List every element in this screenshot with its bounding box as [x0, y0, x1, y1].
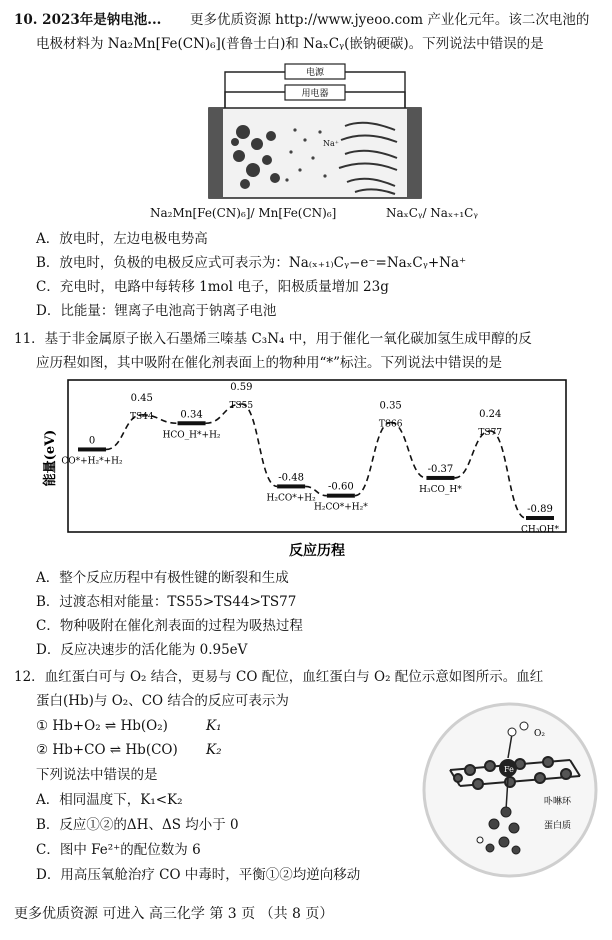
species-label-3: TS55: [229, 401, 254, 411]
q12-prompt: 下列说法中错误的是: [36, 767, 158, 783]
q10-option-a: A．放电时，左边电极电势高: [36, 231, 208, 247]
connector-5: [355, 422, 391, 495]
q10-option-b: B．放电时，负极的电极反应式可表示为：Na₍ₓ₊₁₎Cᵧ−e⁻=NaₓCᵧ+Na⁺: [36, 255, 467, 271]
q11-option-a: A．整个反应历程中有极性键的断裂和生成: [36, 570, 289, 586]
energy-value-4: -0.48: [278, 472, 304, 484]
power-source-label: 电源: [305, 68, 325, 78]
porphyrin-label: 卟啉环: [544, 797, 572, 807]
species-label-5: H₂CO*+H₂*: [314, 502, 368, 513]
energy-value-2: 0.34: [180, 409, 203, 421]
species-label-1: TS44: [129, 411, 154, 422]
q12-option-c: C．图中 Fe²⁺的配位数为 6: [36, 842, 201, 858]
species-label-8: TS77: [478, 427, 503, 438]
protein-label: 蛋白质: [544, 821, 572, 831]
species-label-7: H₃CO_H*: [419, 484, 462, 495]
q12-option-b: B．反应①②的ΔH、ΔS 均小于 0: [36, 817, 239, 833]
q10-stem-line2: 电极材料为 Na₂Mn[Fe(CN)₆](普鲁士白)和 NaₓCᵧ(嵌钠硬碳)。下列说法中错误的是: [36, 36, 544, 52]
chart-xlabel: 反应历程: [289, 543, 345, 559]
load-label: 用电器: [301, 89, 329, 99]
left-electrode: [209, 108, 223, 198]
energy-value-1: 0.45: [130, 392, 153, 404]
species-label-0: CO*+H₂*+H₂: [61, 456, 123, 467]
q11-option-b: B．过渡态相对能量：TS55>TS44>TS77: [36, 594, 297, 610]
q12-equation-1: ① Hb+O₂ ⇌ Hb(O₂): [36, 718, 168, 734]
hemoglobin-figure: [420, 700, 600, 880]
q10-option-c: C．充电时，电路中每转移 1mol 电子，阳极质量增加 23g: [36, 279, 389, 295]
energy-value-6: 0.35: [379, 400, 402, 412]
right-electrode-caption: NaₓCᵧ/ Naₓ₊₁Cᵧ: [386, 206, 478, 220]
q12-k1: K₁: [206, 718, 222, 734]
level-bar-2: [178, 421, 206, 425]
o2-label: O₂: [534, 729, 545, 739]
connector-6: [391, 422, 427, 477]
q11-option-c: C．物种吸附在催化剂表面的过程为吸热过程: [36, 618, 303, 634]
q11-option-d: D．反应决速步的活化能为 0.95eV: [36, 642, 248, 658]
connector-7: [454, 431, 490, 478]
energy-value-0: 0: [88, 435, 96, 447]
q12-stem-line2: 蛋白(Hb)与 O₂、CO 结合的反应可表示为: [36, 693, 289, 709]
left-electrode-caption: Na₂Mn[Fe(CN)₆]/ Mn[Fe(CN)₆]: [150, 206, 337, 220]
fe-label: Fe: [504, 765, 514, 774]
species-label-6: TS66: [378, 419, 403, 430]
species-label-9: CH₃OH*: [520, 525, 560, 535]
q12-option-d: D．用高压氧舱治疗 CO 中毒时，平衡①②均逆向移动: [36, 867, 361, 883]
level-bar-0: [78, 447, 106, 451]
energy-value-7: -0.37: [427, 463, 454, 475]
level-bar-5: [327, 494, 355, 498]
connector-3: [241, 404, 277, 486]
q12-k2: K₂: [206, 742, 222, 758]
q10-header: 10. 2023年是钠电池...: [14, 12, 162, 28]
q10-option-d: D．比能量：锂离子电池高于钠离子电池: [36, 303, 277, 319]
species-label-4: H₂CO*+H₂: [266, 493, 316, 504]
na-ion-label: Na⁺: [323, 139, 339, 148]
level-bar-9: [526, 516, 554, 520]
q12-stem-line1: 12．血红蛋白可与 O₂ 结合，更易与 CO 配位，血红蛋白与 O₂ 配位示意如图所示。血红: [14, 669, 544, 685]
q10-stem-line1: [14, 10, 161, 30]
connector-8: [490, 431, 526, 518]
energy-value-5: -0.60: [328, 481, 354, 493]
energy-profile-chart: [40, 378, 570, 563]
right-electrode: [407, 108, 421, 198]
q11-stem-line2: 应历程如图，其中吸附在催化剂表面上的物种用“*”标注。下列说法中错误的是: [36, 355, 503, 371]
energy-value-3: 0.59: [230, 382, 253, 393]
battery-diagram: [195, 60, 435, 225]
q11-stem-line1: 11．基于非金属原子嵌入石墨烯三嗪基 C₃N₄ 中，用于催化一氧化碳加氢生成甲醇的反: [14, 331, 532, 347]
q12-equation-2: ② Hb+CO ⇌ Hb(CO): [36, 742, 178, 758]
energy-value-8: 0.24: [479, 408, 502, 420]
footer-text: 更多优质资源 可进入 高三化学 第 3 页 （共 8 页）: [14, 906, 334, 922]
level-bar-7: [426, 476, 454, 480]
q10-stem-line1b: 更多优质资源 http://www.jyeoo.com 产业化元年。该二次电池的: [190, 12, 590, 28]
level-bar-4: [277, 484, 305, 488]
energy-value-9: -0.89: [527, 504, 553, 515]
chart-ylabel: 能量(eV): [43, 429, 58, 487]
species-label-2: HCO_H*+H₂: [162, 430, 221, 441]
q12-option-a: A．相同温度下，K₁<K₂: [36, 792, 183, 808]
